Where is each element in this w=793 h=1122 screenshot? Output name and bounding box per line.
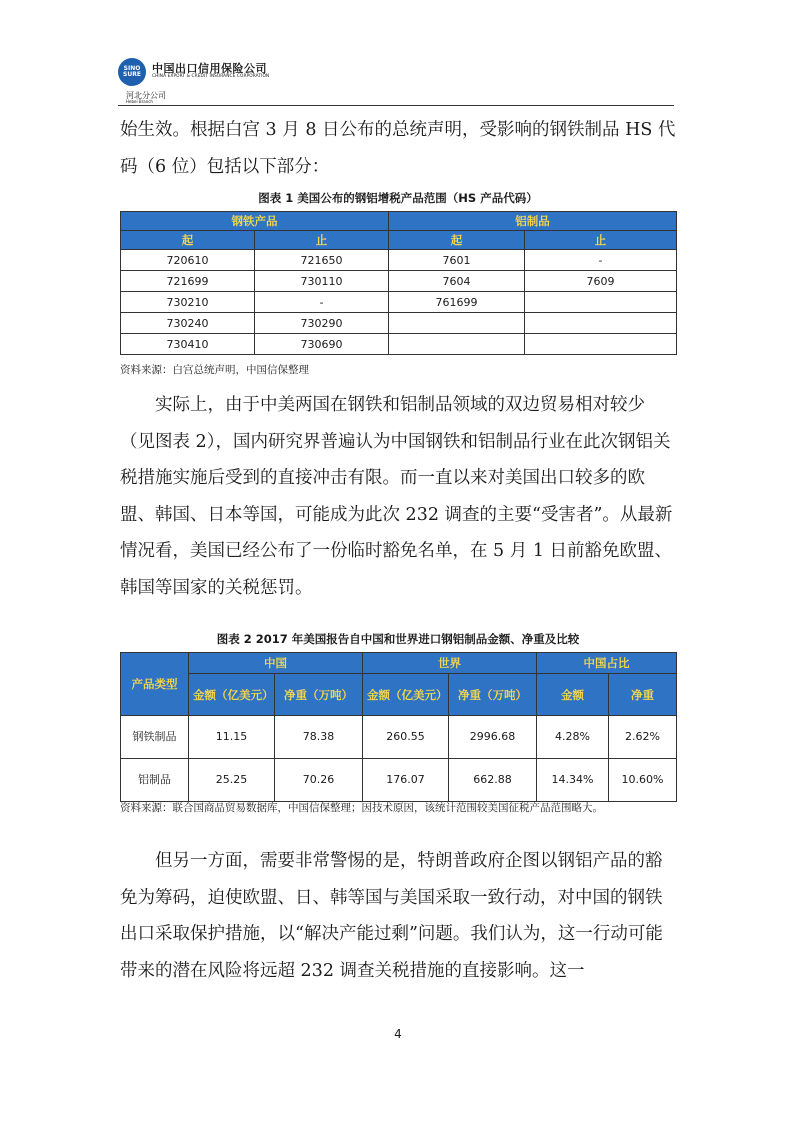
table-cell: 11.15 (189, 716, 275, 759)
table2-col-amount: 金额（亿美元） (189, 674, 275, 716)
table-cell (525, 313, 677, 334)
table2 (120, 652, 677, 802)
table2-group-world: 世界 (363, 653, 537, 674)
table-cell: 761699 (389, 292, 525, 313)
table-cell (525, 334, 677, 355)
table1-col-from: 起 (389, 231, 525, 250)
table-cell: 2996.68 (449, 716, 537, 759)
table-cell: 730410 (121, 334, 255, 355)
header-divider (118, 105, 674, 106)
branch-name-cn: 河北分公司 (126, 91, 166, 100)
table-row (121, 759, 677, 802)
table-cell: 10.60% (609, 759, 677, 802)
table-row (121, 292, 677, 313)
table-cell: 730290 (255, 313, 389, 334)
table2-source: 资料来源：联合国商品贸易数据库，中国信保整理；因技术原因，该统计范围较美国征税产品范围略大。 (120, 802, 603, 814)
table2-col-weight: 净重（万吨） (449, 674, 537, 716)
paragraph-2: 实际上，由于中美两国在钢铁和铝制品领域的双边贸易相对较少（见图表 2），国内研究界普遍认为中国钢铁和铝制品行业在此次钢铝关税措施实施后受到的直接冲击有限。而一直以来对美国出口较多的欧盟、韩国、日本等国，可能成为此次 232 调查的主要“受害者”。从最新情况看，美国已经公布了一份临时豁免名单，在 5 月 1 日前豁免欧盟、韩国等国家的关税惩罚。 (120, 395, 673, 598)
table-cell: 176.07 (363, 759, 449, 802)
table2-col-amount: 金额（亿美元） (363, 674, 449, 716)
table1-col-from: 起 (121, 231, 255, 250)
logo-mark: SINO SURE (123, 64, 141, 78)
table-cell (389, 334, 525, 355)
table-cell: 70.26 (275, 759, 363, 802)
table-cell: 260.55 (363, 716, 449, 759)
table1 (120, 211, 677, 355)
table-cell: 7609 (525, 271, 677, 292)
sinosure-logo (118, 58, 146, 86)
table1-group-steel: 钢铁产品 (121, 212, 389, 231)
table-cell: 78.38 (275, 716, 363, 759)
table-cell: 730210 (121, 292, 255, 313)
table-cell: 730690 (255, 334, 389, 355)
table2-col-weight: 净重（万吨） (275, 674, 363, 716)
page-number: 4 (394, 1027, 402, 1041)
table-row (121, 271, 677, 292)
table2-col-category: 产品类型 (121, 653, 189, 716)
table-cell: 2.62% (609, 716, 677, 759)
branch-name-en: Hebei Branch (126, 99, 153, 104)
table2-group-china: 中国 (189, 653, 363, 674)
table-row (121, 716, 677, 759)
table-cell (525, 292, 677, 313)
table-row (121, 313, 677, 334)
page-header (118, 50, 674, 106)
table-cell: 720610 (121, 250, 255, 271)
table-cell: 721650 (255, 250, 389, 271)
table-cell: 7604 (389, 271, 525, 292)
table1-source: 资料来源：白宫总统声明，中国信保整理 (120, 364, 309, 376)
table2-group-share: 中国占比 (537, 653, 677, 674)
company-name-cn: 中国出口信用保险公司 (152, 62, 267, 75)
table-cell: 730240 (121, 313, 255, 334)
table-cell: 730110 (255, 271, 389, 292)
table-cell (389, 313, 525, 334)
table2-col-share-amount: 金额 (537, 674, 609, 716)
table-cell: - (525, 250, 677, 271)
table1-col-to: 止 (255, 231, 389, 250)
table1-group-alu: 铝制品 (389, 212, 677, 231)
table2-caption: 图表 2 2017 年美国报告自中国和世界进口钢铝制品金额、净重及比较 (216, 632, 580, 646)
paragraph-3: 但另一方面，需要非常警惕的是，特朗普政府企图以钢铝产品的豁免为筹码，迫使欧盟、日、韩等国与美国采取一致行动，对中国的钢铁出口采取保护措施，以“解决产能过剩”问题。我们认为，这一行动可能带来的潜在风险将远超 232 调查关税措施的直接影响。这一 (120, 851, 663, 981)
table-cell: 4.28% (537, 716, 609, 759)
table-cell: 721699 (121, 271, 255, 292)
company-name-en: CHINA EXPORT & CREDIT INSURANCE CORPORATION (152, 74, 270, 79)
table-cell: 662.88 (449, 759, 537, 802)
paragraph-1: 始生效。根据白宫 3 月 8 日公布的总统声明，受影响的钢铁制品 HS 代码（6 位）包括以下部分： (120, 120, 676, 177)
table2-col-share-weight: 净重 (609, 674, 677, 716)
table-cell: 铝制品 (121, 759, 189, 802)
table1-caption: 图表 1 美国公布的钢铝增税产品范围（HS 产品代码） (258, 191, 538, 205)
table-row (121, 334, 677, 355)
table-cell: 14.34% (537, 759, 609, 802)
table-cell: 钢铁制品 (121, 716, 189, 759)
table-cell: 7601 (389, 250, 525, 271)
table-cell: - (255, 292, 389, 313)
table-cell: 25.25 (189, 759, 275, 802)
table1-col-to: 止 (525, 231, 677, 250)
table-row (121, 250, 677, 271)
